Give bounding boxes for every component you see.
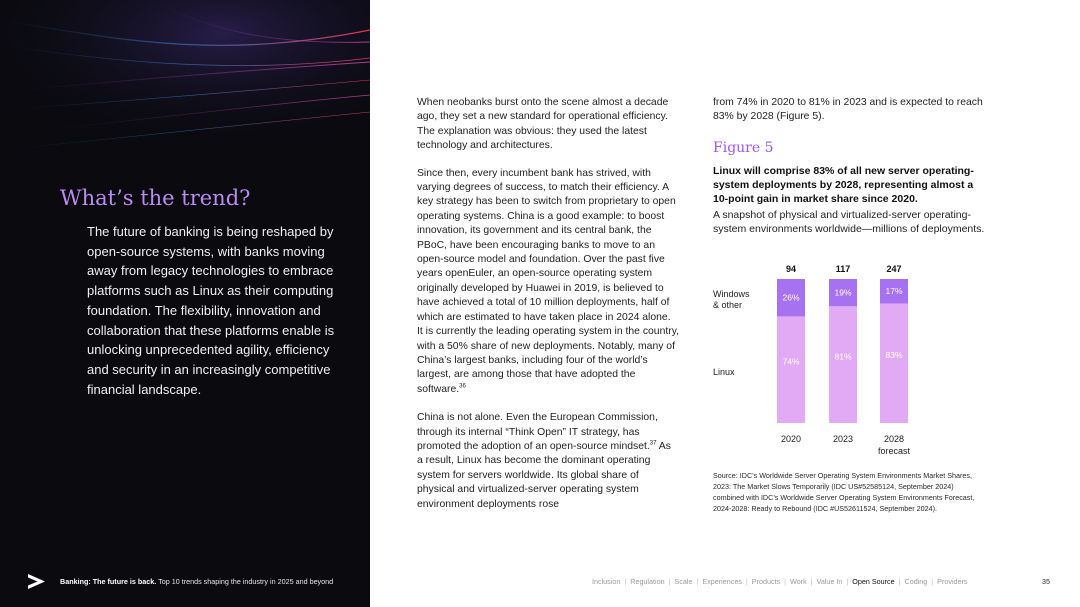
data-label-linux-2028: 83% [885, 350, 903, 361]
nav-item-providers[interactable]: Providers [937, 577, 968, 586]
section-heading: What’s the trend? [60, 186, 251, 210]
paragraph: from 74% in 2020 to 81% in 2023 and is expected to reach 83% by 2028 (Figure 5). [713, 97, 983, 123]
figure-source: Source: IDC’s Worldwide Server Operating System Environments Market Shares, 2023: The Market Slows Temporarily (IDC US#52585124, September 2024) combined with IDC’s Worldwide Server Operating System Environments Forecast, 2024-2028: Ready to Rebound (IDC #US52611524, September 2024). [713, 471, 975, 513]
paragraph-text: As a result, Linux has become the dominant operating system for servers worldwide. Its global share of physical and virtualized-server operating system environment deployments rose [417, 440, 671, 510]
nav-separator: | [931, 577, 934, 586]
nav-item-coding[interactable]: Coding [904, 577, 928, 586]
x-tick-label-2023: 2023 [832, 434, 854, 444]
report-subtitle: Top 10 trends shaping the industry in 2025 and beyond [158, 577, 334, 586]
total-label-2020: 94 [785, 264, 797, 274]
section-nav [592, 577, 968, 586]
paragraph [417, 411, 679, 512]
figure-title: Linux will comprise 83% of all new server operating-system deployments by 2028, representing almost a 10-point gain in market share since 2020. [713, 165, 974, 205]
nav-separator: | [696, 577, 699, 586]
nav-separator: | [668, 577, 671, 586]
bar-linux-2020 [777, 316, 805, 423]
series-label-linux: Linux [713, 367, 735, 377]
nav-separator: | [898, 577, 901, 586]
paragraph-text: Since then, every incumbent bank has strived, with varying degrees of success, to match their efficiency. A key strategy has been to switch from proprietary to open operating systems. China is a good example: to boost innovation, its government and its central bank, the PBoC, have been encouraging banks to move to an open-source model and foundation. Over the past five years openEuler, an open-source operating system originally developed by Huawei in 2019, is believed to have achieved a total of 10 million deployments, half of which are estimated to have taken place in 2024 alone. It is currently the leading operating system in the country, with a 50% share of new deployments. Notably, many of China’s largest banks, including four of the world’s largest, are among those that have adopted the software. [417, 167, 680, 395]
series-label-windows: & other [713, 300, 743, 310]
data-label-windows-2020: 26% [782, 292, 800, 303]
data-label-linux-2023: 81% [834, 351, 852, 362]
figure-label: Figure 5 [713, 140, 774, 156]
body-column-2 [713, 96, 983, 125]
page-number: 35 [1042, 577, 1050, 586]
series-label-windows: Windows [713, 289, 750, 299]
nav-separator: | [810, 577, 813, 586]
bar-linux-2023 [829, 306, 857, 423]
nav-item-experiences[interactable]: Experiences [702, 577, 742, 586]
left-panel [0, 0, 370, 607]
paragraph-text: China is not alone. Even the European Commission, through its internal “Think Open” IT strategy, has promoted the adoption of an open-source mindset. [417, 412, 658, 452]
trend-summary: The future of banking is being reshaped by open-source systems, with banks moving away from legacy technologies to embrace platforms such as Linux as their computing foundation. The flexibility, innovation and collaboration that these platforms enable is unlocking unprecedented agility, efficiency and security in an increasingly competitive financial landscape. [87, 224, 335, 397]
nav-item-inclusion[interactable]: Inclusion [592, 577, 621, 586]
brand-logo-icon [26, 573, 46, 590]
bar-linux-2028 [880, 303, 908, 423]
footnote-ref: 36 [459, 383, 466, 390]
body-column-1 [417, 96, 679, 512]
data-label-linux-2020: 74% [782, 356, 800, 367]
hero-light-streaks-image [0, 0, 370, 170]
data-label-windows-2023: 19% [834, 287, 852, 298]
footnote-ref: 37 [649, 440, 657, 447]
report-title: Banking: The future is back. [60, 577, 157, 586]
nav-item-scale[interactable]: Scale [674, 577, 693, 586]
x-tick-label-2028: 2028 [883, 434, 905, 444]
paragraph [417, 167, 679, 398]
nav-item-products[interactable]: Products [751, 577, 781, 586]
nav-separator: | [784, 577, 787, 586]
nav-item-value-in[interactable]: Value In [816, 577, 843, 586]
report-footer-title [60, 577, 333, 586]
paragraph: When neobanks burst onto the scene almost a decade ago, they set a new standard for operational efficiency. The explanation was obvious: they used the latest technology and architectures. [417, 97, 669, 152]
nav-separator: | [745, 577, 748, 586]
x-tick-label-2020: 2020 [780, 434, 802, 444]
nav-separator: | [846, 577, 849, 586]
total-label-2028: 247 [886, 264, 902, 274]
stacked-bar-chart [700, 258, 940, 463]
nav-item-work[interactable]: Work [790, 577, 807, 586]
nav-item-open-source[interactable]: Open Source [852, 577, 895, 586]
data-label-windows-2028: 17% [885, 286, 903, 297]
total-label-2023: 117 [835, 264, 851, 274]
figure-subtitle: A snapshot of physical and virtualized-server operating-system environments worldwide—millions of deployments. [713, 209, 985, 235]
x-tick-sublabel-2028: forecast [877, 446, 911, 456]
nav-item-regulation[interactable]: Regulation [630, 577, 665, 586]
figure-5-chart [700, 258, 940, 463]
nav-separator: | [624, 577, 627, 586]
